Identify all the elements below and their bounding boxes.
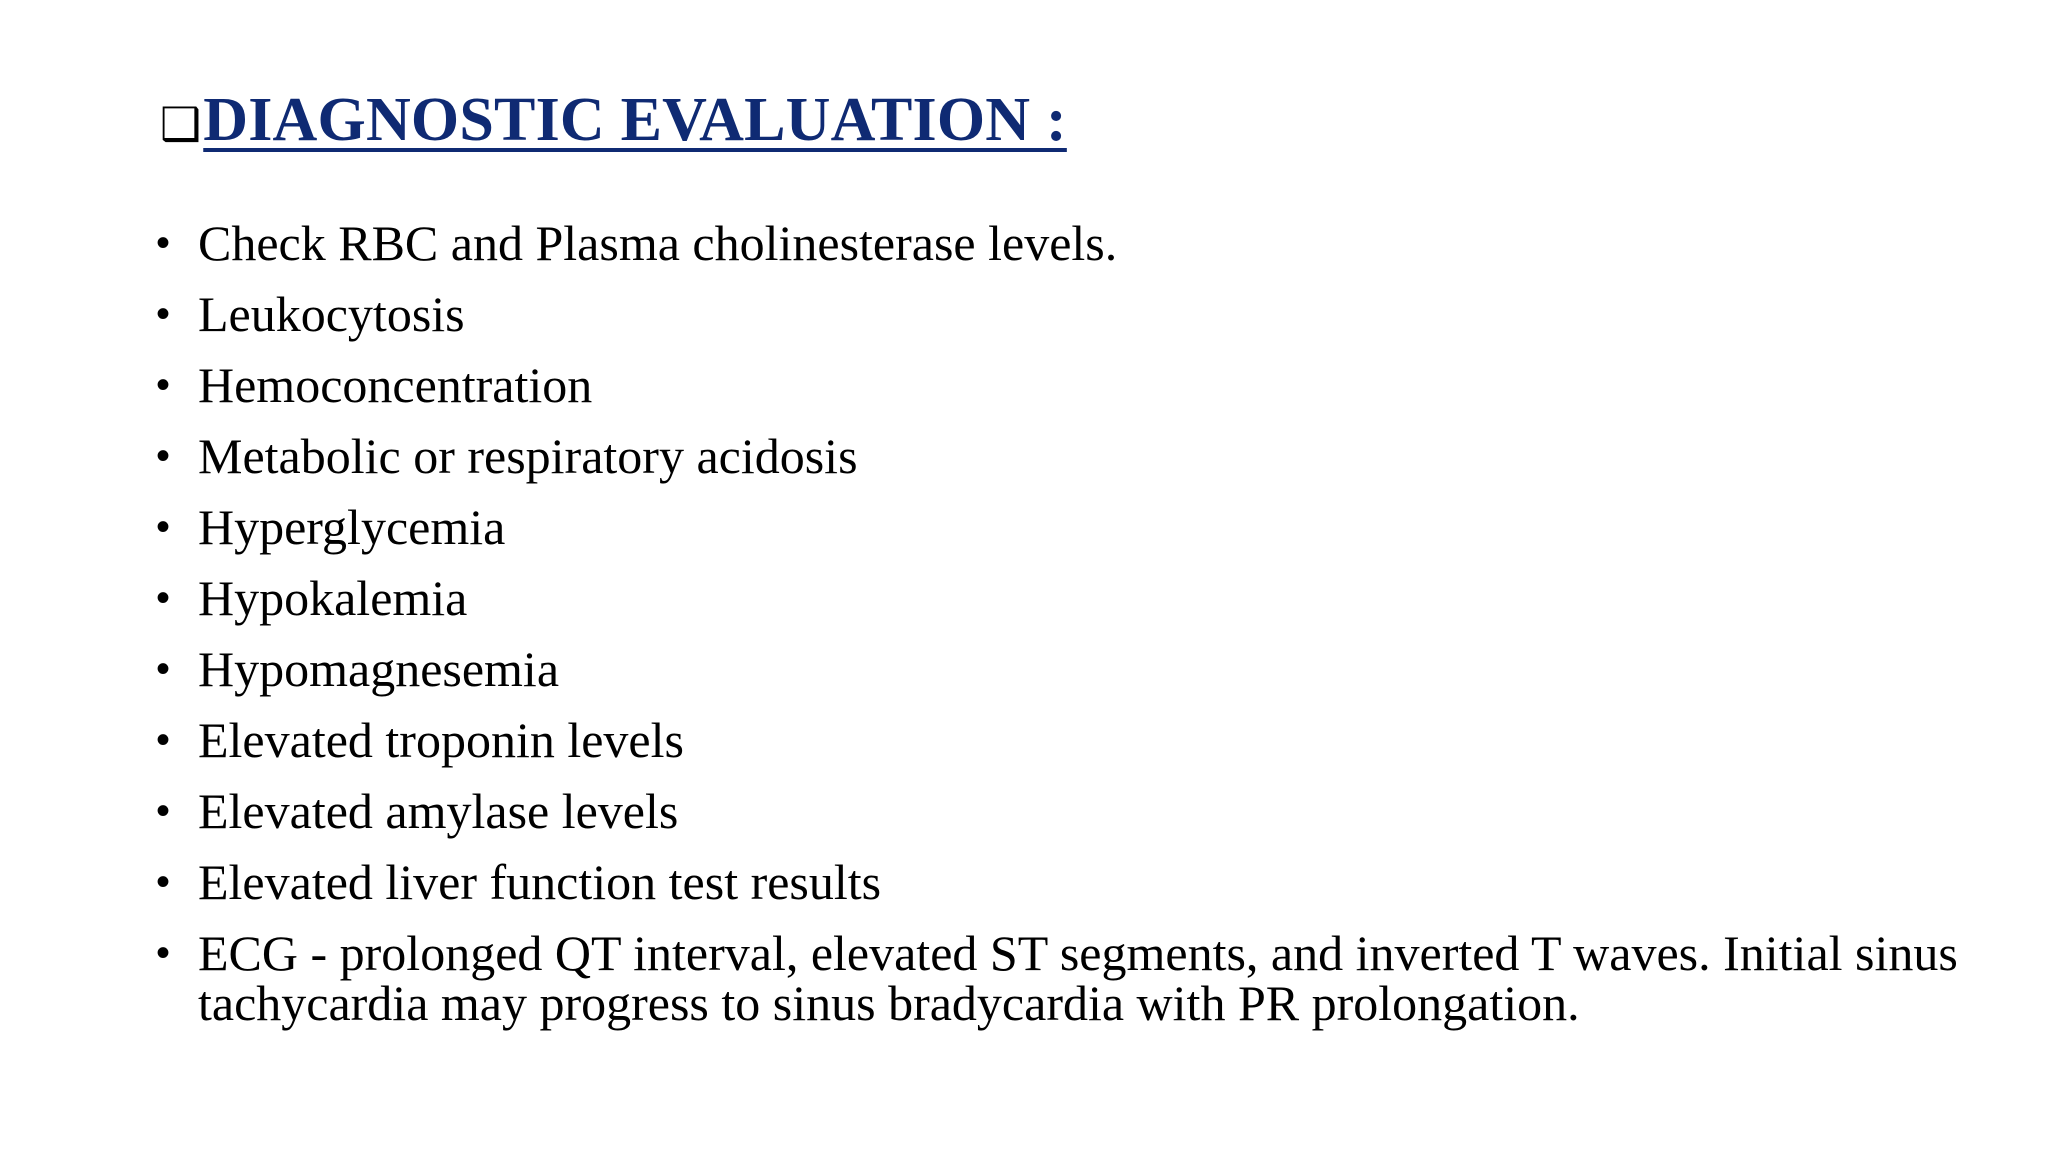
list-item [156,570,1976,626]
list-item [156,712,1976,768]
list-item-text: Hyperglycemia [198,499,506,555]
bullet-icon: • [156,292,171,336]
list-item [156,783,1976,839]
list-item-text: Hypokalemia [198,570,468,626]
bullet-icon: • [156,221,171,265]
list-item-text: Elevated troponin levels [198,712,684,768]
list-item [156,854,1976,910]
list-item [156,428,1976,484]
list-item-text: Hypomagnesemia [198,641,560,697]
bullet-icon: • [156,860,171,904]
bullet-icon: • [156,576,171,620]
list-item-text: Metabolic or respiratory acidosis [198,428,858,484]
list-item-text: Elevated liver function test results [198,854,882,910]
list-item [156,286,1976,342]
list-item [156,925,1976,1031]
list-item [156,499,1976,555]
list-item-text: ECG - prolonged QT interval, elevated ST segments, and inverted T waves. Initial sinus tachycardia may progress to sinus bradycardia with PR prolongation. [198,925,1958,1031]
bullet-icon: • [156,434,171,478]
bullet-icon: • [156,789,171,833]
slide-title [160,86,1067,154]
list-item-text: Elevated amylase levels [198,783,679,839]
list-item-text: Leukocytosis [198,286,465,342]
checkbox-square-icon: ❑ [160,97,202,151]
bullet-icon: • [156,647,171,691]
bullet-icon: • [156,718,171,762]
bullet-icon: • [156,931,171,975]
list-item-text: Check RBC and Plasma cholinesterase levels. [198,215,1118,271]
list-item-text: Hemoconcentration [198,357,593,413]
list-item [156,215,1976,271]
title-text: DIAGNOSTIC EVALUATION : [203,86,1067,154]
list-item [156,357,1976,413]
bullet-list [156,215,1976,1049]
bullet-icon: • [156,363,171,407]
bullet-icon: • [156,505,171,549]
list-item [156,641,1976,697]
